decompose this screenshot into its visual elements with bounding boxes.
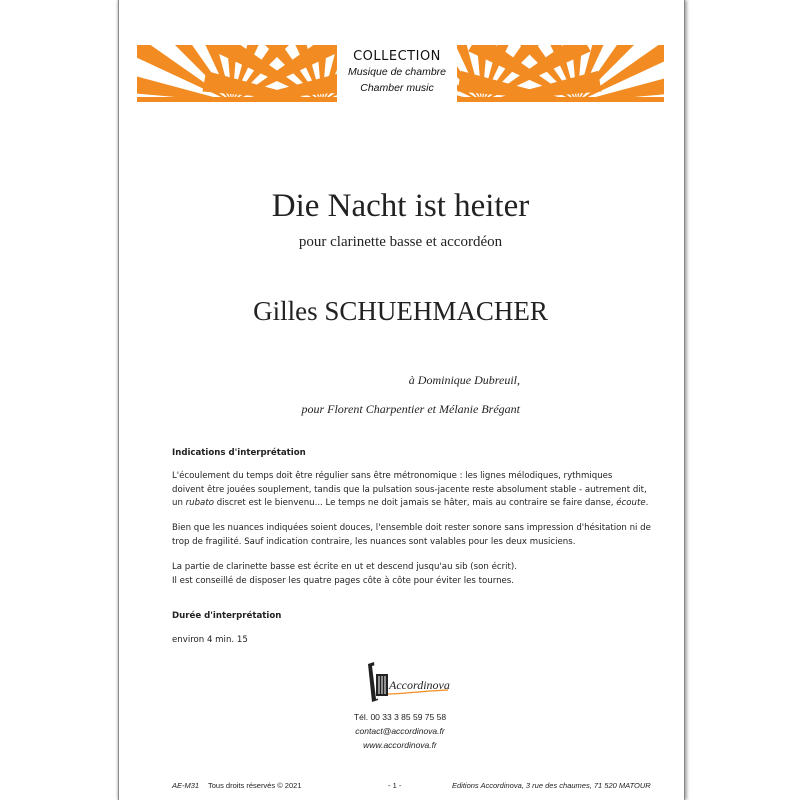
rubato-word: rubato xyxy=(185,498,214,508)
duration-value: environ 4 min. 15 xyxy=(172,635,248,645)
footer-catalog-code: AE-M31 xyxy=(172,781,200,790)
duration-heading: Durée d'interprétation xyxy=(172,611,282,621)
p3-line-2: Il est conseillé de disposer les quatre pages côte à côte pour éviter les tournes. xyxy=(172,575,515,586)
p3-line-1: La partie de clarinette basse est écrite en ut et descend jusqu'au sib (son écrit). xyxy=(172,562,517,572)
indications-heading: Indications d'interprétation xyxy=(172,448,306,458)
footer-rights: Tous droits réservés © 2021 xyxy=(208,781,302,790)
collection-line-english: Chamber music xyxy=(360,82,434,94)
dedication-line-2: pour Florent Charpentier et Mélanie Brégant xyxy=(301,402,520,416)
collection-label-box xyxy=(337,44,457,104)
composer-name: Gilles SCHUEHMACHER xyxy=(253,296,548,326)
collection-line-french: Musique de chambre xyxy=(347,66,447,78)
collection-title: COLLECTION xyxy=(353,49,441,64)
contact-phone: Tél. 00 33 3 85 59 75 58 xyxy=(353,712,447,722)
piece-title: Die Nacht ist heiter xyxy=(271,188,530,224)
p1-line-3-middle: discret est le bienvenu... Le temps ne doit jamais se hâter, mais au contraire se faire danse, xyxy=(213,498,617,508)
p2-line-2: trop de fragilité. Sauf indication contraire, les nuances sont valables pour les deux musiciens. xyxy=(172,536,576,547)
indications-paragraph-1 xyxy=(172,470,672,511)
p1-line-3 xyxy=(172,497,672,511)
logo-wordmark: Accordinova xyxy=(389,678,450,692)
dedication-line-1: à Dominique Dubreuil, xyxy=(408,373,520,387)
footer-page-number: - 1 - xyxy=(388,781,402,790)
indications-paragraph-2 xyxy=(172,522,672,549)
indications-paragraph-3 xyxy=(172,561,672,588)
p1-line-3-start: un xyxy=(172,498,186,508)
ecoute-word: écoute xyxy=(616,498,646,508)
contact-website[interactable]: www.accordinova.fr xyxy=(363,740,437,750)
piece-subtitle: pour clarinette basse et accordéon xyxy=(298,234,503,250)
p2-line-1: Bien que les nuances indiquées soient douces, l'ensemble doit rester sonore sans impression d'hésitation ni de xyxy=(172,523,651,533)
publisher-logo xyxy=(362,660,452,706)
contact-email[interactable]: contact@accordinova.fr xyxy=(355,726,445,736)
footer-address: Editions Accordinova, 3 rue des chaumes, 71 520 MATOUR xyxy=(452,781,651,790)
p1-line-3-end: . xyxy=(645,498,649,508)
p1-line-1: L'écoulement du temps doit être régulier sans être métronomique : les lignes mélodiques, rythmiques xyxy=(172,471,613,481)
accordion-logo-icon xyxy=(362,660,452,706)
p1-line-2: doivent être jouées souplement, tandis que la pulsation sous-jacente reste absolument stable - autrement dit, xyxy=(172,484,647,495)
